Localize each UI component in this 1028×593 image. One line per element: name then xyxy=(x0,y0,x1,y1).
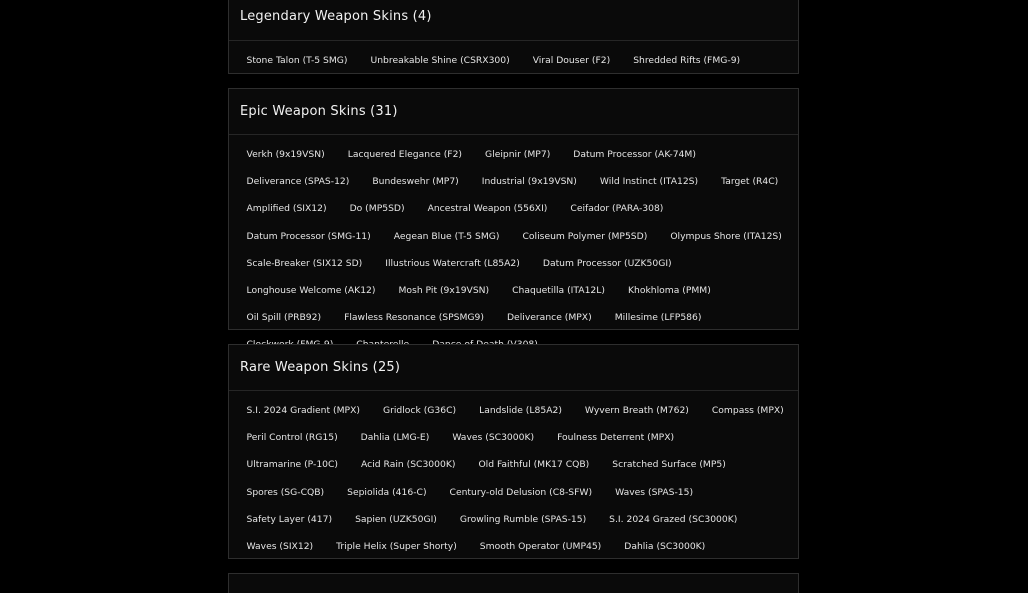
weapon-skin-item[interactable]: Unbreakable Shine (CSRX300) xyxy=(370,55,510,66)
weapon-skin-item[interactable]: Millesime (LFP586) xyxy=(614,312,702,324)
weapon-skin-item[interactable]: Datum Processor (AK-74M) xyxy=(573,149,696,160)
weapon-skin-item[interactable]: Target (R4C) xyxy=(721,176,779,188)
legendary-skins-header xyxy=(229,0,798,41)
weapon-skin-item[interactable]: Wild Instinct (ITA12S) xyxy=(599,176,699,188)
epic-skins-list xyxy=(229,135,798,359)
weapon-skin-item[interactable]: Datum Processor (SMG-11) xyxy=(246,230,371,242)
weapon-skin-item[interactable]: Longhouse Welcome (AK12) xyxy=(246,284,376,296)
weapon-skin-item[interactable]: Ceifador (PARA-308) xyxy=(570,203,664,215)
weapon-skin-item[interactable]: Safety Layer (417) xyxy=(246,513,333,525)
weapon-skin-item[interactable]: Triple Helix (Super Shorty) xyxy=(336,540,457,552)
weapon-skin-item[interactable]: Industrial (9x19VSN) xyxy=(481,176,577,188)
weapon-skin-item[interactable]: Do (MP5SD) xyxy=(349,203,405,215)
weapon-skin-item[interactable]: Mosh Pit (9x19VSN) xyxy=(398,284,490,296)
weapon-skin-item[interactable]: Illustrious Watercraft (L85A2) xyxy=(385,257,520,269)
weapon-skin-item[interactable]: Scratched Surface (MP5) xyxy=(612,459,726,471)
weapon-skin-item[interactable]: Ultramarine (P-10C) xyxy=(246,459,339,471)
weapon-skin-item[interactable]: Waves (SC3000K) xyxy=(452,432,535,444)
weapon-skin-item[interactable]: Verkh (9x19VSN) xyxy=(246,149,325,160)
weapon-skin-item[interactable]: Acid Rain (SC3000K) xyxy=(361,459,456,471)
weapon-skin-item[interactable]: Waves (SIX12) xyxy=(246,540,314,552)
weapon-skin-item[interactable]: Coliseum Polymer (MP5SD) xyxy=(522,230,648,242)
weapon-skin-item[interactable]: Foulness Deterrent (MPX) xyxy=(557,432,675,444)
next-panel-edge xyxy=(228,573,799,593)
epic-skins-panel xyxy=(228,88,799,330)
weapon-skin-item[interactable]: Sapien (UZK50GI) xyxy=(355,513,437,525)
weapon-skin-item[interactable]: Stone Talon (T-5 SMG) xyxy=(246,55,348,66)
weapon-skin-item[interactable]: Growling Rumble (SPAS-15) xyxy=(459,513,587,525)
weapon-skin-item[interactable]: Peril Control (RG15) xyxy=(246,432,338,444)
weapon-skin-item[interactable]: Smooth Operator (UMP45) xyxy=(479,540,602,552)
weapon-skin-item[interactable]: Sepiolida (416-C) xyxy=(347,486,427,498)
weapon-skin-item[interactable]: Flawless Resonance (SPSMG9) xyxy=(344,312,484,324)
weapon-skin-item[interactable]: Gridlock (G36C) xyxy=(382,405,457,416)
weapon-skin-item[interactable]: Old Faithful (MK17 CQB) xyxy=(478,459,590,471)
weapon-skin-item[interactable]: Deliverance (MPX) xyxy=(506,312,592,324)
weapon-skin-item[interactable]: Shredded Rifts (FMG-9) xyxy=(633,55,741,66)
weapon-skin-item[interactable]: Khokhloma (PMM) xyxy=(627,284,711,296)
rare-skins-header xyxy=(229,345,798,391)
weapon-skin-item[interactable]: Aegean Blue (T-5 SMG) xyxy=(393,230,500,242)
weapon-skin-item[interactable]: Dahlia (LMG-E) xyxy=(360,432,430,444)
weapon-skin-item[interactable]: S.I. 2024 Grazed (SC3000K) xyxy=(609,513,738,525)
weapon-skin-item[interactable]: Gleipnir (MP7) xyxy=(485,149,551,160)
rare-skins-title: Rare Weapon Skins (25) xyxy=(240,360,401,375)
legendary-skins-title: Legendary Weapon Skins (4) xyxy=(240,9,432,24)
legendary-skins-list xyxy=(229,41,798,74)
weapon-skin-item[interactable]: Wyvern Breath (M762) xyxy=(584,405,689,416)
weapon-skin-item[interactable]: Viral Douser (F2) xyxy=(532,55,611,66)
rare-skins-list xyxy=(229,391,798,560)
weapon-skin-item[interactable]: S.I. 2024 Gradient (MPX) xyxy=(246,405,360,416)
weapon-skin-item[interactable]: Compass (MPX) xyxy=(711,405,784,416)
weapon-skin-item[interactable]: Lacquered Elegance (F2) xyxy=(347,149,463,160)
weapon-skin-item[interactable]: Landslide (L85A2) xyxy=(479,405,562,416)
weapon-skin-item[interactable]: Waves (SPAS-15) xyxy=(615,486,694,498)
weapon-skin-item[interactable]: Scale-Breaker (SIX12 SD) xyxy=(246,257,363,269)
weapon-skin-item[interactable]: Oil Spill (PRB92) xyxy=(246,312,322,324)
weapon-skin-item[interactable]: Datum Processor (UZK50GI) xyxy=(542,257,672,269)
weapon-skin-item[interactable]: Dahlia (SC3000K) xyxy=(624,540,706,552)
epic-skins-title: Epic Weapon Skins (31) xyxy=(240,104,398,119)
weapon-skin-item[interactable]: Olympus Shore (ITA12S) xyxy=(670,230,782,242)
weapon-skin-item[interactable]: Chaquetilla (ITA12L) xyxy=(512,284,605,296)
weapon-skin-item[interactable]: Ancestral Weapon (556XI) xyxy=(427,203,548,215)
rare-skins-panel xyxy=(228,344,799,559)
legendary-skins-panel xyxy=(228,0,799,74)
weapon-skin-item[interactable]: Century-old Delusion (C8-SFW) xyxy=(449,486,593,498)
weapon-skin-item[interactable]: Amplified (SIX12) xyxy=(246,203,327,215)
weapon-skin-item[interactable]: Bundeswehr (MP7) xyxy=(372,176,459,188)
weapon-skin-item[interactable]: Deliverance (SPAS-12) xyxy=(246,176,350,188)
weapon-skin-item[interactable]: Spores (SG-CQB) xyxy=(246,486,325,498)
epic-skins-header xyxy=(229,89,798,135)
